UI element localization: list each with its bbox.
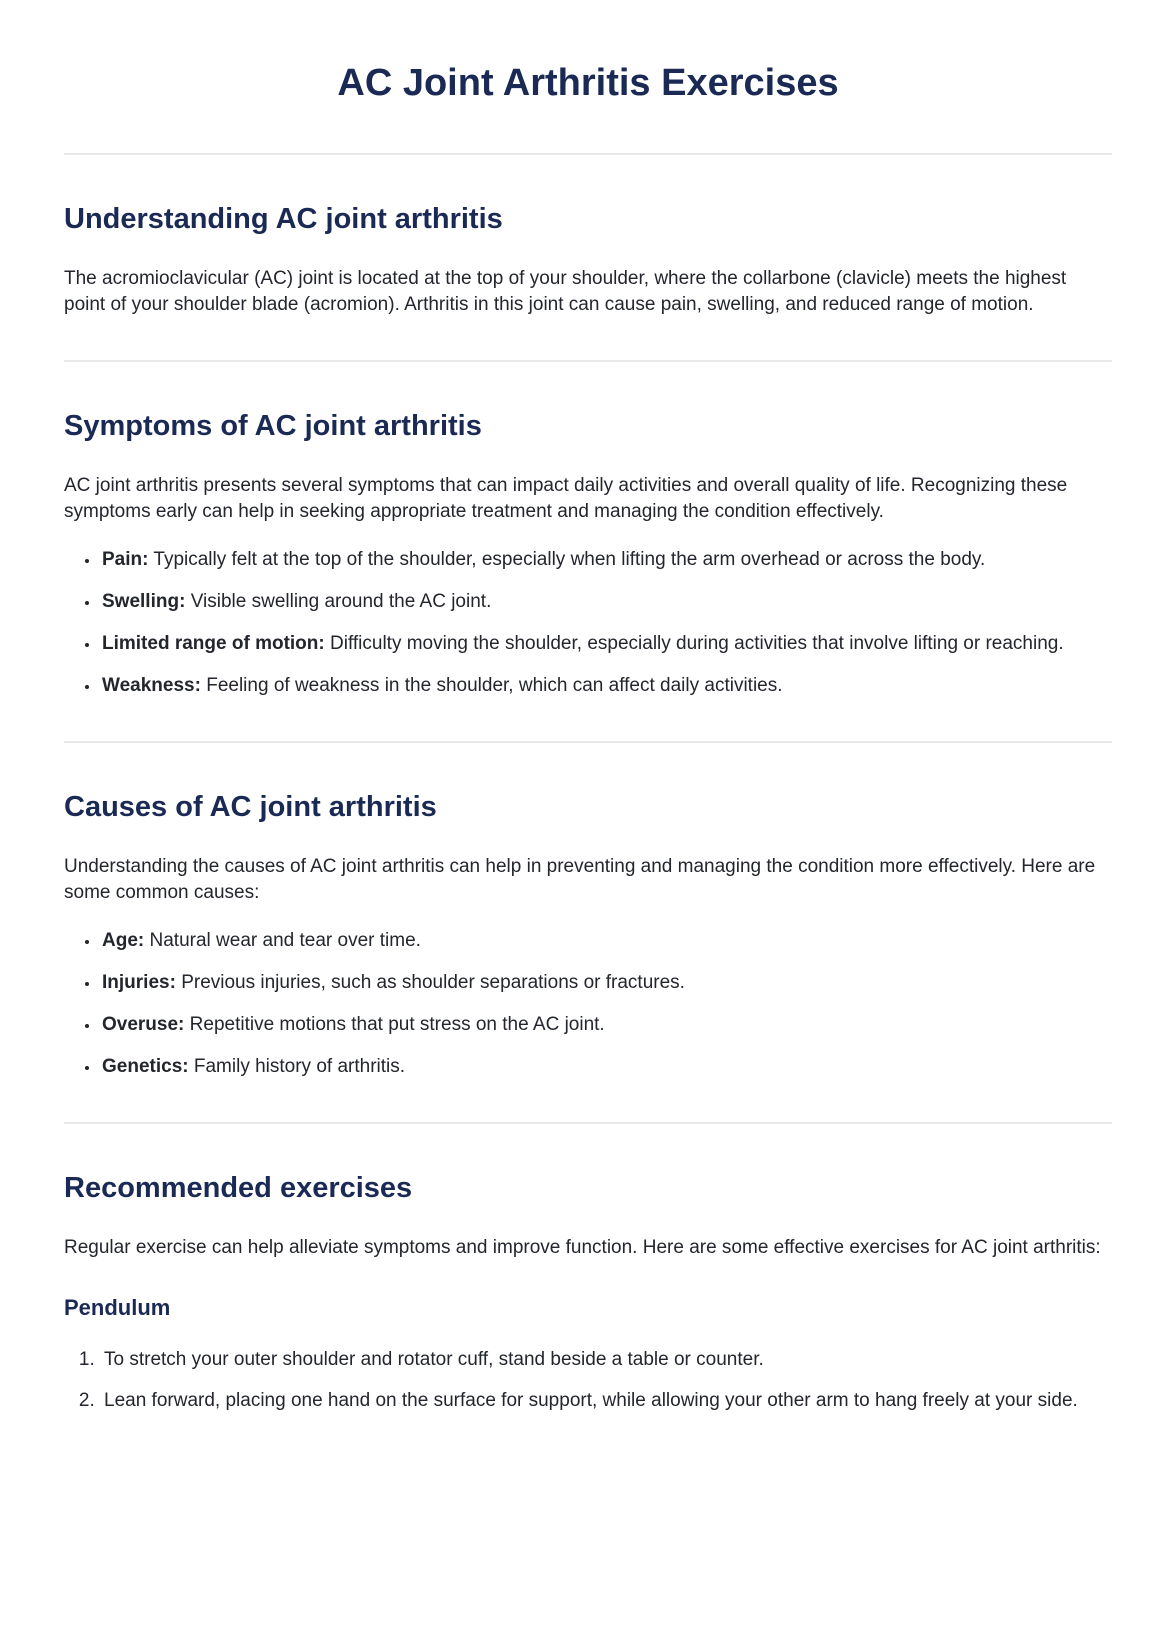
- bullet-text: Repetitive motions that put stress on the AC joint.: [189, 1014, 605, 1035]
- bullet-text: Natural wear and tear over time.: [149, 930, 421, 951]
- bullet-label: Limited range of motion:: [102, 633, 325, 654]
- section-heading: Causes of AC joint arthritis: [64, 791, 437, 823]
- divider: [64, 153, 1112, 155]
- section-paragraph: The acromioclavicular (AC) joint is located at the top of your shoulder, where the collarbone (clavicle) meets the highest point of your shoulder blade (acromion). Arthritis in this joint can cause pain, swelling, and reduced range of motion.: [64, 268, 1067, 315]
- bullet-item: [100, 589, 1112, 615]
- numbered-step: [100, 1388, 1112, 1414]
- divider: [64, 360, 1112, 362]
- bullet-item: [100, 970, 1112, 996]
- bullet-item: [100, 1012, 1112, 1038]
- bullet-label: Pain:: [102, 549, 149, 570]
- bullet-label: Genetics:: [102, 1056, 189, 1077]
- section-heading: Symptoms of AC joint arthritis: [64, 410, 482, 442]
- divider: [64, 1122, 1112, 1124]
- section-understanding: [64, 203, 1112, 318]
- numbered-step: [100, 1347, 1112, 1373]
- section-recommended-exercises: [64, 1172, 1112, 1414]
- pendulum-steps-list: [64, 1347, 1112, 1414]
- bullet-label: Injuries:: [102, 972, 176, 993]
- bullet-text: Feeling of weakness in the shoulder, which can affect daily activities.: [206, 675, 783, 696]
- causes-bullet-list: [64, 928, 1112, 1080]
- section-paragraph: Understanding the causes of AC joint arthritis can help in preventing and managing the condition more effectively. Here are some common causes:: [64, 856, 1096, 903]
- page-title: AC Joint Arthritis Exercises: [337, 62, 839, 104]
- bullet-text: Visible swelling around the AC joint.: [190, 591, 492, 612]
- section-causes: [64, 791, 1112, 1080]
- divider: [64, 741, 1112, 743]
- step-text: To stretch your outer shoulder and rotator cuff, stand beside a table or counter.: [104, 1349, 764, 1370]
- bullet-item: [100, 1054, 1112, 1080]
- bullet-label: Age:: [102, 930, 145, 951]
- bullet-label: Swelling:: [102, 591, 186, 612]
- section-symptoms: [64, 410, 1112, 699]
- bullet-text: Family history of arthritis.: [193, 1056, 406, 1077]
- bullet-label: Weakness:: [102, 675, 201, 696]
- section-heading: Recommended exercises: [64, 1172, 413, 1204]
- bullet-text: Difficulty moving the shoulder, especially during activities that involve lifting or reaching.: [330, 633, 1064, 654]
- bullet-item: [100, 673, 1112, 699]
- bullet-text: Typically felt at the top of the shoulder, especially when lifting the arm overhead or across the body.: [153, 549, 986, 570]
- section-heading: Understanding AC joint arthritis: [64, 203, 503, 235]
- bullet-item: [100, 928, 1112, 954]
- bullet-item: [100, 631, 1112, 657]
- bullet-label: Overuse:: [102, 1014, 185, 1035]
- section-paragraph: Regular exercise can help alleviate symptoms and improve function. Here are some effective exercises for AC joint arthritis:: [64, 1237, 1101, 1258]
- bullet-item: [100, 547, 1112, 573]
- subsection-heading-pendulum: Pendulum: [64, 1295, 171, 1320]
- section-paragraph: AC joint arthritis presents several symptoms that can impact daily activities and overall quality of life. Recognizing these symptoms early can help in seeking appropriate treatment and managing the condition effectively.: [64, 475, 1068, 522]
- step-text: Lean forward, placing one hand on the surface for support, while allowing your other arm to hang freely at your side.: [104, 1390, 1078, 1411]
- symptoms-bullet-list: [64, 547, 1112, 699]
- bullet-text: Previous injuries, such as shoulder separations or fractures.: [181, 972, 685, 993]
